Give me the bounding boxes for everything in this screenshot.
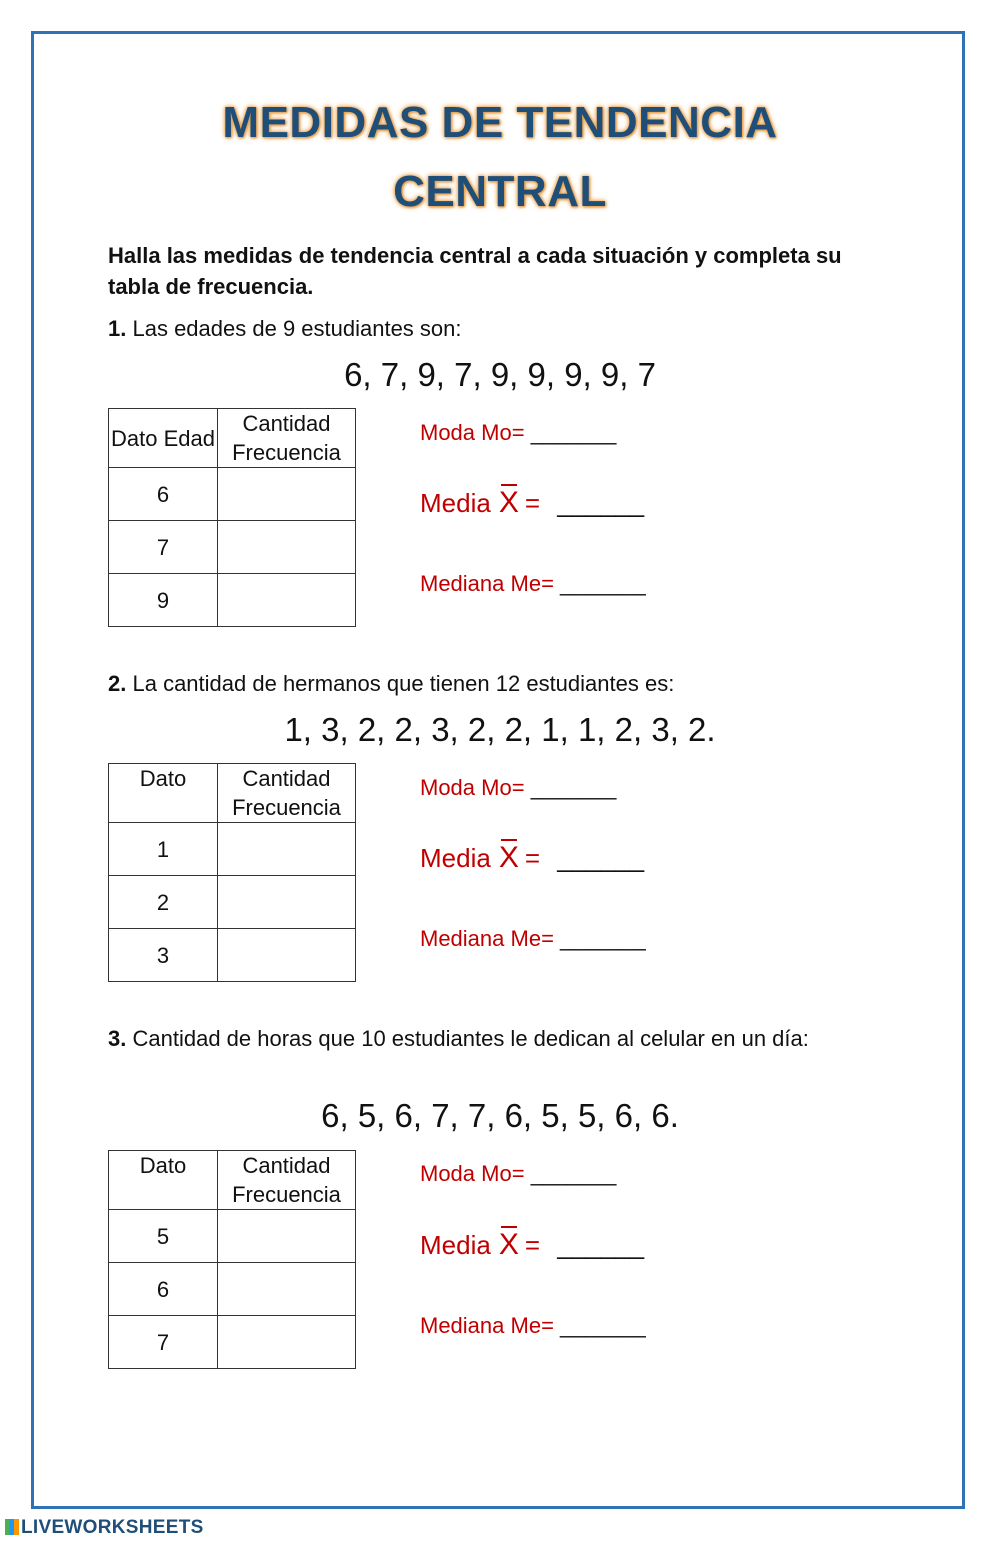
media-label: Media: [420, 843, 491, 873]
frequency-input-cell[interactable]: [218, 468, 356, 521]
media-answer-blank[interactable]: ______: [557, 843, 645, 873]
moda-label: Moda Mo=: [420, 420, 525, 445]
frequency-input-cell[interactable]: [218, 1316, 356, 1369]
row-value: 3: [109, 929, 218, 982]
moda-line-3: [420, 1161, 616, 1187]
mediana-label: Mediana Me=: [420, 1313, 554, 1338]
media-answer-blank[interactable]: ______: [557, 1230, 645, 1260]
moda-label: Moda Mo=: [420, 775, 525, 800]
page-title-line2: CENTRAL: [393, 167, 607, 216]
frequency-input-cell[interactable]: [218, 574, 356, 627]
header-dato: Dato: [109, 764, 218, 823]
header-frecuencia: Cantidad Frecuencia: [218, 1151, 356, 1210]
frequency-table-3: [108, 1150, 356, 1369]
header-frecuencia: Cantidad Frecuencia: [218, 764, 356, 823]
media-label: Media: [420, 1230, 491, 1260]
question-1: [108, 313, 888, 344]
moda-answer-blank[interactable]: _______: [530, 1161, 617, 1186]
equals-sign: =: [524, 488, 541, 518]
x-bar-symbol: X: [498, 1228, 519, 1261]
row-value: 7: [109, 1316, 218, 1369]
moda-line-2: [420, 775, 616, 801]
question-number: 3.: [108, 1026, 127, 1051]
media-line-3: [420, 1228, 644, 1262]
liveworksheets-logo: [5, 1517, 204, 1539]
question-number: 2.: [108, 671, 127, 696]
instructions: Halla las medidas de tendencia central a cada situación y completa su tabla de frecuencia.: [108, 243, 842, 299]
page-title-line1: MEDIDAS DE TENDENCIA: [222, 98, 778, 147]
question-3: [108, 1023, 888, 1054]
equals-sign: =: [524, 1230, 541, 1260]
liveworksheets-icon: [5, 1519, 19, 1535]
mediana-line-3: [420, 1313, 646, 1339]
frequency-input-cell[interactable]: [218, 521, 356, 574]
data-series-1: 6, 7, 9, 7, 9, 9, 9, 9, 7: [344, 356, 656, 393]
row-value: 9: [109, 574, 218, 627]
header-dato: Dato Edad: [109, 409, 218, 468]
row-value: 1: [109, 823, 218, 876]
question-2: [108, 668, 888, 699]
question-number: 1.: [108, 316, 127, 341]
frequency-input-cell[interactable]: [218, 929, 356, 982]
row-value: 5: [109, 1210, 218, 1263]
row-value: 6: [109, 1263, 218, 1316]
row-value: 6: [109, 468, 218, 521]
mediana-label: Mediana Me=: [420, 926, 554, 951]
data-series-3: 6, 5, 6, 7, 7, 6, 5, 5, 6, 6.: [321, 1097, 679, 1134]
media-line-1: [420, 486, 644, 520]
x-bar-symbol: X: [498, 841, 519, 874]
header-frecuencia: Cantidad Frecuencia: [218, 409, 356, 468]
brand-name: LIVEWORKSHEETS: [21, 1517, 204, 1538]
media-line-2: [420, 841, 644, 875]
media-answer-blank[interactable]: ______: [557, 488, 645, 518]
moda-label: Moda Mo=: [420, 1161, 525, 1186]
media-label: Media: [420, 488, 491, 518]
frequency-input-cell[interactable]: [218, 1210, 356, 1263]
question-text: La cantidad de hermanos que tienen 12 estudiantes es:: [132, 671, 675, 696]
data-series-2: 1, 3, 2, 2, 3, 2, 2, 1, 1, 2, 3, 2.: [284, 711, 716, 748]
row-value: 7: [109, 521, 218, 574]
x-bar-symbol: X: [498, 486, 519, 519]
mediana-answer-blank[interactable]: _______: [560, 1313, 646, 1338]
header-dato: Dato: [109, 1151, 218, 1210]
frequency-input-cell[interactable]: [218, 1263, 356, 1316]
frequency-table-2: [108, 763, 356, 982]
frequency-input-cell[interactable]: [218, 876, 356, 929]
mediana-answer-blank[interactable]: _______: [560, 571, 646, 596]
mediana-label: Mediana Me=: [420, 571, 554, 596]
mediana-line-2: [420, 926, 646, 952]
frequency-input-cell[interactable]: [218, 823, 356, 876]
question-text: Las edades de 9 estudiantes son:: [132, 316, 462, 341]
moda-answer-blank[interactable]: _______: [530, 420, 617, 445]
question-text: Cantidad de horas que 10 estudiantes le dedican al celular en un día:: [132, 1026, 809, 1051]
moda-line-1: [420, 420, 616, 446]
moda-answer-blank[interactable]: _______: [530, 775, 617, 800]
mediana-line-1: [420, 571, 646, 597]
row-value: 2: [109, 876, 218, 929]
mediana-answer-blank[interactable]: _______: [560, 926, 646, 951]
equals-sign: =: [524, 843, 541, 873]
frequency-table-1: [108, 408, 356, 627]
